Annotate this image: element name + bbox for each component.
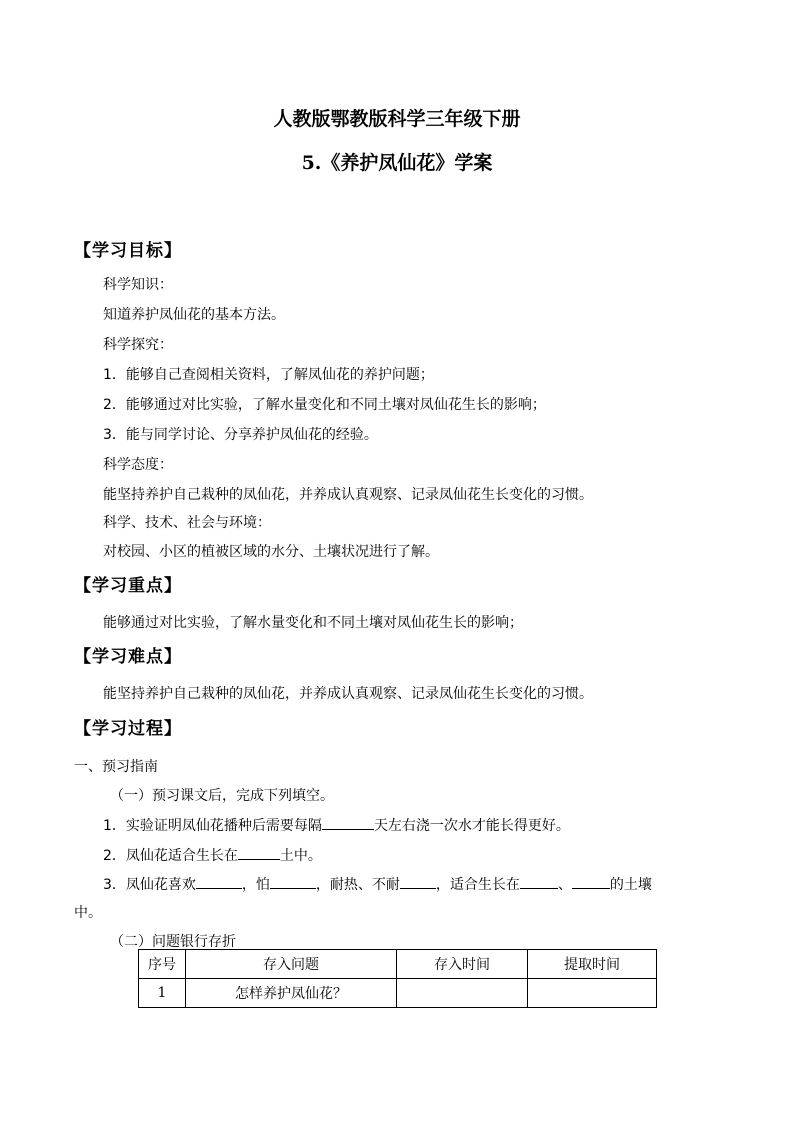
blank-field[interactable] xyxy=(322,815,374,830)
question-3-text-c: ，耐热、不耐 xyxy=(315,877,400,893)
blank-field[interactable] xyxy=(572,874,610,889)
blank-field[interactable] xyxy=(400,874,436,889)
inquiry-item-1: 1．能够自己查阅相关资料，了解凤仙花的养护问题； xyxy=(103,367,434,383)
focus-text: 能够通过对比实验，了解水量变化和不同土壤对凤仙花生长的影响； xyxy=(103,615,523,631)
inquiry-item-3: 3．能与同学讨论、分享养护凤仙花的经验。 xyxy=(103,427,378,443)
question-bank-table xyxy=(138,949,657,1008)
question-3 xyxy=(103,874,652,894)
blank-field[interactable] xyxy=(238,845,280,860)
table-row xyxy=(139,979,657,1008)
table-cell: 怎样养护凤仙花？ xyxy=(186,979,397,1008)
table-header-cell: 序号 xyxy=(139,950,186,979)
question-3-text-d: ，适合生长在 xyxy=(435,877,520,893)
stse-text: 对校园、小区的植被区域的水分、土壤状况进行了解。 xyxy=(103,544,439,560)
document-subtitle: 5.《养护凤仙花》学案 xyxy=(301,152,493,174)
question-1-text-b: 天左右浇一次水才能长得更好。 xyxy=(373,818,570,834)
question-3-text-b: ，怕 xyxy=(241,877,270,893)
question-3-text-a: 3．凤仙花喜欢 xyxy=(103,877,196,893)
difficulty-text: 能坚持养护自己栽种的凤仙花，并养成认真观察、记录凤仙花生长变化的习惯。 xyxy=(103,686,593,702)
knowledge-text: 知道养护凤仙花的基本方法。 xyxy=(103,307,285,323)
question-1-text-a: 1．实验证明凤仙花播种后需要每隔 xyxy=(103,818,322,834)
document-title: 人教版鄂教版科学三年级下册 xyxy=(273,108,521,130)
attitude-text: 能坚持养护自己栽种的凤仙花，并养成认真观察、记录凤仙花生长变化的习惯。 xyxy=(103,487,593,503)
table-header-row xyxy=(139,950,657,979)
question-3-text-f: 的土壤 xyxy=(609,877,652,893)
question-3-text-e: 、 xyxy=(557,877,572,893)
blank-field[interactable] xyxy=(520,874,558,889)
table-cell[interactable] xyxy=(397,979,528,1008)
table-header-cell: 提取时间 xyxy=(528,950,657,979)
attitude-label: 科学态度： xyxy=(103,457,173,473)
blank-field[interactable] xyxy=(270,874,316,889)
stse-label: 科学、技术、社会与环境： xyxy=(103,515,271,531)
inquiry-item-2: 2．能够通过对比实验，了解水量变化和不同土壤对凤仙花生长的影响； xyxy=(103,397,546,413)
question-2-text-b: 土中。 xyxy=(279,848,322,864)
inquiry-label: 科学探究： xyxy=(103,337,173,353)
process-heading: 【学习过程】 xyxy=(74,719,182,739)
table-cell: 1 xyxy=(139,979,186,1008)
question-3-continuation: 中。 xyxy=(74,905,102,921)
table-header-cell: 存入问题 xyxy=(186,950,397,979)
subsection-fill-blanks: （一）预习课文后，完成下列填空。 xyxy=(110,788,334,804)
blank-field[interactable] xyxy=(196,874,242,889)
section-preview-guide: 一、预习指南 xyxy=(74,759,158,775)
goals-heading: 【学习目标】 xyxy=(74,241,182,261)
table-cell[interactable] xyxy=(528,979,657,1008)
subsection-question-bank: （二）问题银行存折 xyxy=(110,934,236,950)
knowledge-label: 科学知识： xyxy=(103,277,173,293)
difficulty-heading: 【学习难点】 xyxy=(74,647,182,667)
focus-heading: 【学习重点】 xyxy=(74,576,182,596)
question-2-text-a: 2．凤仙花适合生长在 xyxy=(103,848,238,864)
question-1 xyxy=(103,815,570,835)
question-2 xyxy=(103,845,322,865)
table-header-cell: 存入时间 xyxy=(397,950,528,979)
